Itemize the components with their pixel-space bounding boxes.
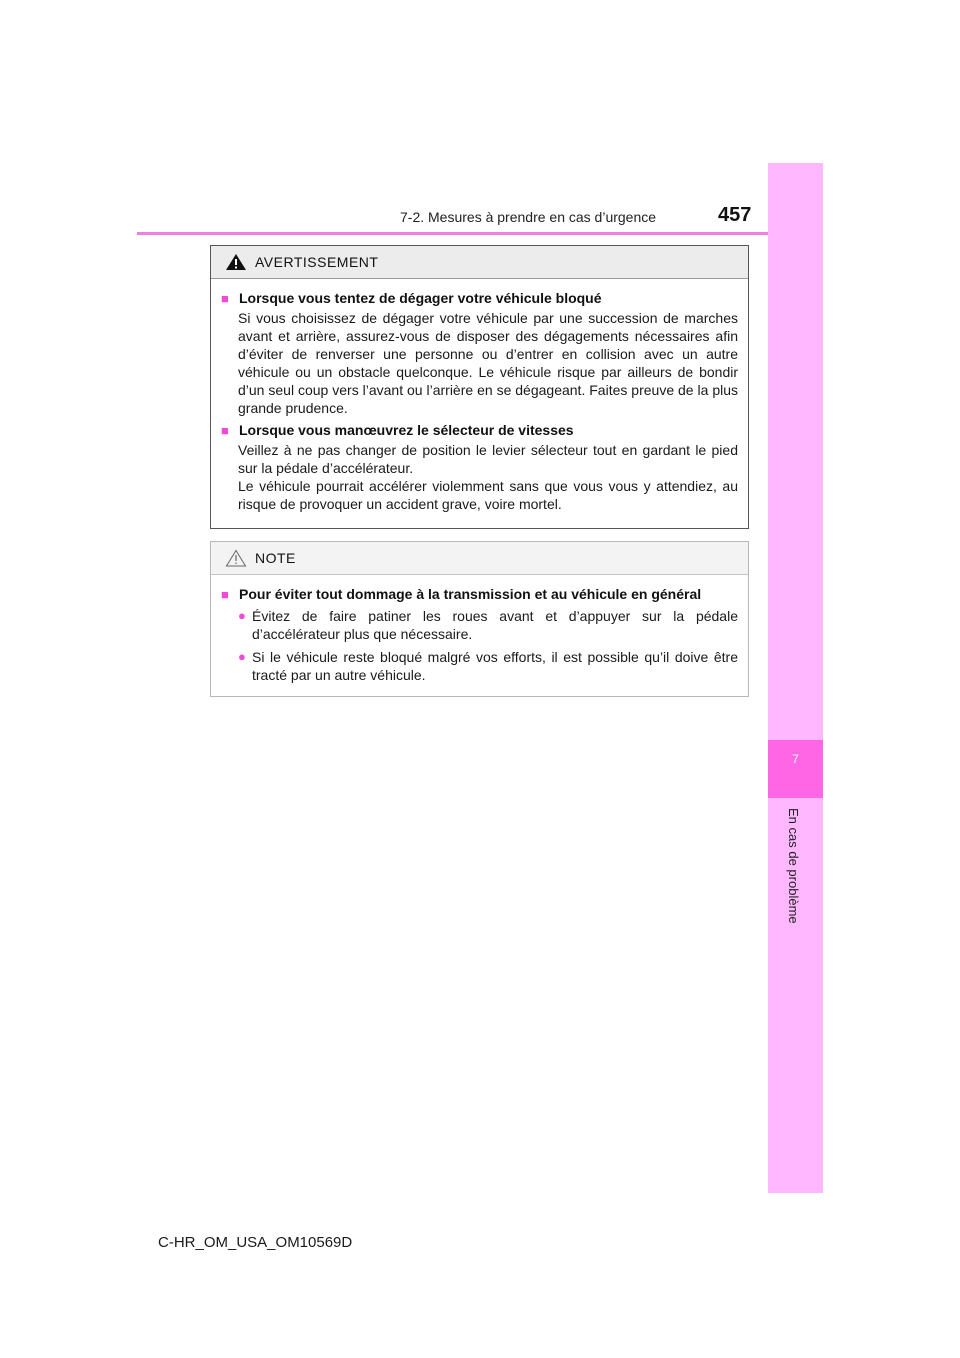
- square-bullet-icon: ■: [221, 291, 229, 306]
- list-item: [238, 607, 738, 643]
- note-item-title-text: Pour éviter tout dommage à la transmission et au véhicule en général: [239, 586, 702, 602]
- warning-item-title: [221, 421, 738, 440]
- warning-title: AVERTISSEMENT: [255, 254, 379, 270]
- circle-bullet-icon: ●: [238, 649, 246, 664]
- note-item-title: [221, 585, 738, 604]
- section-title: 7-2. Mesures à prendre en cas d’urgence: [400, 209, 657, 225]
- warning-triangle-icon: [225, 253, 247, 271]
- warning-item-title-text: Lorsque vous manœuvrez le sélecteur de vitesses: [239, 422, 574, 438]
- list-item-text: Si le véhicule reste bloqué malgré vos efforts, il est possible qu’il doive être tracté par un autre véhicule.: [252, 649, 738, 683]
- note-body: [211, 575, 748, 684]
- chapter-side-tab: [768, 163, 823, 1193]
- chapter-number-block[interactable]: [768, 740, 823, 798]
- warning-item-title: [221, 289, 738, 308]
- square-bullet-icon: ■: [221, 587, 229, 602]
- page-number: 457: [718, 204, 752, 226]
- document-code: C-HR_OM_USA_OM10569D: [158, 1234, 353, 1251]
- caution-triangle-outline-icon: [225, 549, 247, 567]
- warning-item-title-text: Lorsque vous tentez de dégager votre véhicule bloqué: [239, 290, 602, 306]
- square-bullet-icon: ■: [221, 423, 229, 438]
- note-header: [211, 542, 748, 575]
- circle-bullet-icon: ●: [238, 608, 246, 623]
- chapter-number: 7: [792, 752, 799, 766]
- warning-item: [221, 289, 738, 417]
- list-item-text: Évitez de faire patiner les roues avant et d’appuyer sur la pédale d’accélérateur plus que nécessaire.: [252, 608, 738, 642]
- chapter-title: En cas de problème: [786, 808, 801, 924]
- warning-item-text: Le véhicule pourrait accélérer violemment sans que vous vous y attendiez, au risque de provoquer un accident grave, voire mortel.: [238, 478, 738, 512]
- note-box: [210, 541, 749, 697]
- list-item: [238, 648, 738, 684]
- warning-header: [211, 246, 748, 279]
- note-title: NOTE: [255, 550, 296, 566]
- warning-item: [221, 421, 738, 513]
- warning-box: [210, 245, 749, 529]
- header-rule: [137, 232, 823, 235]
- warning-item-text: Veillez à ne pas changer de position le levier sélecteur tout en gardant le pied sur la pédale d’accélérateur.: [238, 442, 738, 476]
- warning-body: [211, 279, 748, 513]
- warning-item-text: Si vous choisissez de dégager votre véhicule par une succession de marches avant et arrière, assurez-vous de disposer des dégagements nécessaires afin d’éviter de renverser une personne ou d’entrer en collision avec un autre véhicule ou un obstacle quelconque. Le véhicule risque par ailleurs de bondir d’un seul coup vers l’avant ou l’arrière en se dégageant. Faites preuve de la plus grande prudence.: [238, 310, 738, 416]
